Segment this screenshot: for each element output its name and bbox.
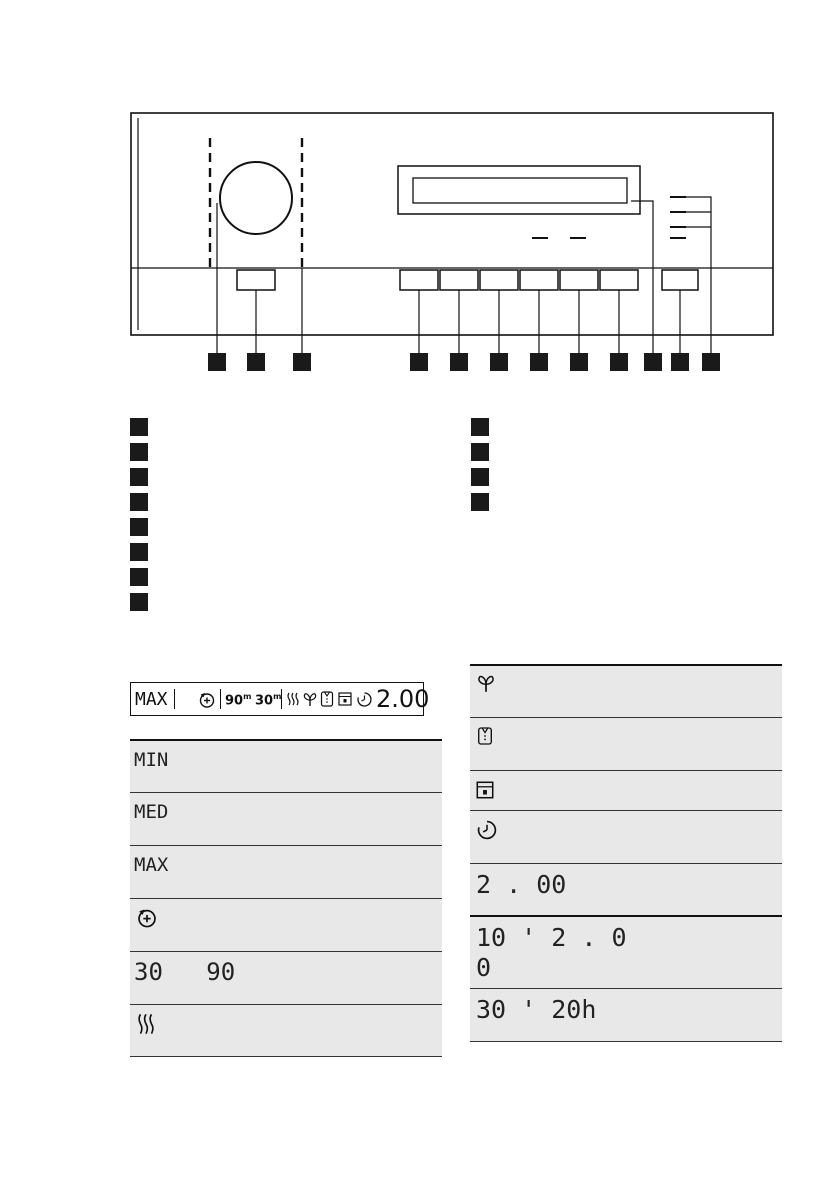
legend-marker: [130, 468, 148, 486]
callout-marker: [570, 353, 588, 371]
callout-marker: [247, 353, 265, 371]
legend-marker: [130, 568, 148, 586]
legend-marker: [130, 593, 148, 611]
display-clock: 2.00: [376, 685, 430, 713]
table-row: [130, 739, 442, 792]
option-button-3[interactable]: [480, 270, 518, 290]
display-separator: [281, 689, 282, 709]
display-time-a: 90$^m$: [225, 692, 252, 709]
symbol-2-00: 2 . 00: [476, 870, 567, 899]
callout-marker: [530, 353, 548, 371]
display-separator: [174, 689, 175, 709]
callout-marker: [450, 353, 468, 371]
start-pause-button[interactable]: [237, 270, 275, 290]
legend-marker: [471, 468, 489, 486]
shirt-icon: [477, 725, 493, 747]
legend-marker: [130, 518, 148, 536]
symbol-10-2-0: 10 ' 2 . 0: [476, 923, 627, 952]
extra-rinse-icon: [198, 691, 216, 709]
table-row: [130, 792, 442, 845]
fan-icon: [476, 673, 496, 693]
callout-marker: [490, 353, 508, 371]
display-level: MAX: [135, 689, 168, 710]
display-indicator-strip: [130, 682, 430, 716]
shirt-icon: [320, 690, 334, 708]
program-knob[interactable]: [220, 162, 292, 234]
table-row: [470, 988, 782, 1042]
delay-timer-icon: [356, 691, 373, 708]
symbol-10-2-0-wrap: 0: [476, 953, 492, 982]
display-time-b: 30$^m$: [255, 692, 282, 709]
legend-marker: [130, 493, 148, 511]
table-row: [470, 717, 782, 770]
table-row: [130, 845, 442, 898]
callout-marker: [644, 353, 662, 371]
callout-marker: [293, 353, 311, 371]
symbol-30-90: 30 90: [134, 958, 236, 986]
option-button-6[interactable]: [600, 270, 638, 290]
option-button-4[interactable]: [520, 270, 558, 290]
symbol-min: MIN: [134, 749, 169, 771]
legend-marker: [130, 543, 148, 561]
symbol-max: MAX: [134, 854, 169, 876]
table-row: [130, 951, 442, 1004]
right-symbol-table: [470, 664, 782, 1042]
option-button-7[interactable]: [662, 270, 698, 290]
legend-marker: [471, 443, 489, 461]
callout-marker: [702, 353, 720, 371]
steam-icon: [286, 692, 300, 706]
extra-rinse-icon: [136, 907, 158, 929]
legend-marker: [130, 443, 148, 461]
legend-marker: [130, 418, 148, 436]
legend-marker: [471, 418, 489, 436]
fan-icon: [302, 691, 318, 707]
display-separator: [220, 689, 221, 709]
table-row: [470, 664, 782, 717]
table-row: [470, 915, 782, 988]
legend-marker: [471, 493, 489, 511]
panel-outline: [131, 113, 773, 335]
door-lock-icon: [338, 692, 352, 706]
callout-marker: [671, 353, 689, 371]
table-row: [130, 1004, 442, 1057]
callout-marker: [208, 353, 226, 371]
symbol-med: MED: [134, 801, 169, 823]
table-row: [130, 898, 442, 951]
left-symbol-table: [130, 739, 442, 1057]
delay-timer-icon: [476, 819, 498, 841]
table-row: [470, 863, 782, 915]
callout-marker: [410, 353, 428, 371]
steam-icon: [136, 1013, 156, 1035]
symbol-30-20h: 30 ' 20h: [476, 995, 597, 1024]
option-button-5[interactable]: [560, 270, 598, 290]
option-button-2[interactable]: [440, 270, 478, 290]
callout-marker: [610, 353, 628, 371]
table-row: [470, 770, 782, 810]
display-window: [413, 178, 627, 203]
table-row: [470, 810, 782, 863]
door-lock-icon: [476, 781, 494, 799]
option-button-1[interactable]: [400, 270, 438, 290]
